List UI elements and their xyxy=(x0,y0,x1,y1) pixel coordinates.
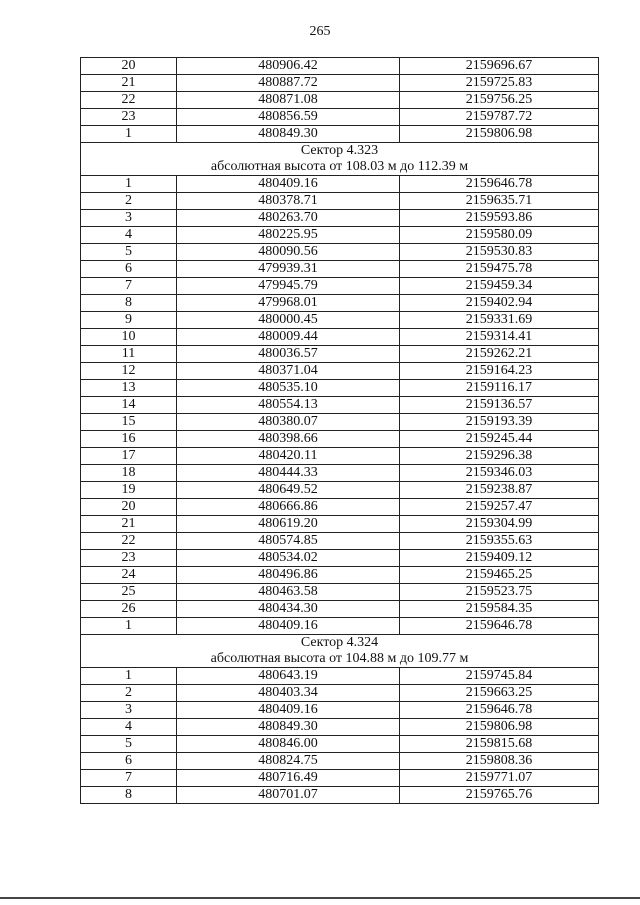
page-bottom-border xyxy=(0,897,640,899)
coordinate-y: 2159808.36 xyxy=(400,753,599,770)
table-row xyxy=(81,516,599,533)
coordinate-x: 479939.31 xyxy=(177,261,400,278)
point-number: 10 xyxy=(81,329,177,346)
table-row xyxy=(81,499,599,516)
point-number: 3 xyxy=(81,702,177,719)
coordinate-x: 480371.04 xyxy=(177,363,400,380)
coordinate-x: 480434.30 xyxy=(177,601,400,618)
point-number: 21 xyxy=(81,75,177,92)
coordinate-y: 2159580.09 xyxy=(400,227,599,244)
table-row xyxy=(81,227,599,244)
point-number: 20 xyxy=(81,58,177,75)
coordinate-x: 480380.07 xyxy=(177,414,400,431)
point-number: 13 xyxy=(81,380,177,397)
table-row xyxy=(81,193,599,210)
coordinate-y: 2159193.39 xyxy=(400,414,599,431)
sector-altitude-row xyxy=(81,651,599,668)
point-number: 7 xyxy=(81,278,177,295)
coordinate-x: 480871.08 xyxy=(177,92,400,109)
point-number: 9 xyxy=(81,312,177,329)
coordinate-x: 480398.66 xyxy=(177,431,400,448)
coordinate-y: 2159530.83 xyxy=(400,244,599,261)
table-row xyxy=(81,702,599,719)
sector-title: Сектор 4.323 xyxy=(81,143,599,160)
sector-title: Сектор 4.324 xyxy=(81,635,599,652)
coordinate-x: 480378.71 xyxy=(177,193,400,210)
table-row xyxy=(81,312,599,329)
coordinate-y: 2159523.75 xyxy=(400,584,599,601)
coordinate-x: 480000.45 xyxy=(177,312,400,329)
coordinate-y: 2159725.83 xyxy=(400,75,599,92)
coordinate-y: 2159409.12 xyxy=(400,550,599,567)
table-row xyxy=(81,363,599,380)
coordinate-y: 2159756.25 xyxy=(400,92,599,109)
coordinate-x: 480463.58 xyxy=(177,584,400,601)
page-number: 265 xyxy=(309,24,331,39)
table-row xyxy=(81,618,599,635)
coordinate-y: 2159245.44 xyxy=(400,431,599,448)
coordinate-y: 2159136.57 xyxy=(400,397,599,414)
point-number: 2 xyxy=(81,685,177,702)
coordinate-x: 480887.72 xyxy=(177,75,400,92)
coordinate-y: 2159116.17 xyxy=(400,380,599,397)
point-number: 5 xyxy=(81,736,177,753)
coordinates-table-body xyxy=(81,58,599,804)
table-row xyxy=(81,567,599,584)
table-row xyxy=(81,533,599,550)
coordinate-x: 480225.95 xyxy=(177,227,400,244)
table-row xyxy=(81,109,599,126)
coordinate-y: 2159584.35 xyxy=(400,601,599,618)
coordinate-y: 2159663.25 xyxy=(400,685,599,702)
point-number: 11 xyxy=(81,346,177,363)
point-number: 12 xyxy=(81,363,177,380)
table-row xyxy=(81,753,599,770)
table-row xyxy=(81,261,599,278)
table-row xyxy=(81,668,599,685)
table-row xyxy=(81,380,599,397)
coordinate-x: 480666.86 xyxy=(177,499,400,516)
point-number: 4 xyxy=(81,227,177,244)
point-number: 21 xyxy=(81,516,177,533)
coordinate-x: 480846.00 xyxy=(177,736,400,753)
point-number: 3 xyxy=(81,210,177,227)
coordinate-x: 479945.79 xyxy=(177,278,400,295)
sector-altitude-row xyxy=(81,159,599,176)
point-number: 22 xyxy=(81,533,177,550)
coordinate-y: 2159745.84 xyxy=(400,668,599,685)
coordinate-y: 2159593.86 xyxy=(400,210,599,227)
coordinate-y: 2159355.63 xyxy=(400,533,599,550)
coordinate-y: 2159815.68 xyxy=(400,736,599,753)
coordinate-y: 2159238.87 xyxy=(400,482,599,499)
table-row xyxy=(81,584,599,601)
coordinate-x: 480701.07 xyxy=(177,787,400,804)
coordinate-x: 480716.49 xyxy=(177,770,400,787)
coordinate-y: 2159475.78 xyxy=(400,261,599,278)
point-number: 1 xyxy=(81,668,177,685)
coordinate-y: 2159646.78 xyxy=(400,176,599,193)
table-row xyxy=(81,329,599,346)
coordinate-y: 2159331.69 xyxy=(400,312,599,329)
point-number: 6 xyxy=(81,753,177,770)
coordinate-y: 2159459.34 xyxy=(400,278,599,295)
coordinate-x: 480849.30 xyxy=(177,126,400,143)
sector-altitude: абсолютная высота от 104.88 м до 109.77 м xyxy=(81,651,599,668)
coordinate-x: 480403.34 xyxy=(177,685,400,702)
coordinate-x: 480409.16 xyxy=(177,618,400,635)
point-number: 14 xyxy=(81,397,177,414)
coordinate-y: 2159402.94 xyxy=(400,295,599,312)
table-row xyxy=(81,465,599,482)
coordinate-y: 2159787.72 xyxy=(400,109,599,126)
table-row xyxy=(81,448,599,465)
point-number: 24 xyxy=(81,567,177,584)
coordinate-x: 480009.44 xyxy=(177,329,400,346)
coordinate-x: 480535.10 xyxy=(177,380,400,397)
coordinate-y: 2159635.71 xyxy=(400,193,599,210)
coordinate-y: 2159346.03 xyxy=(400,465,599,482)
table-row xyxy=(81,75,599,92)
table-row xyxy=(81,736,599,753)
table-row xyxy=(81,719,599,736)
sector-title-row xyxy=(81,635,599,652)
coordinate-x: 480090.56 xyxy=(177,244,400,261)
point-number: 7 xyxy=(81,770,177,787)
table-row xyxy=(81,126,599,143)
coordinate-x: 480574.85 xyxy=(177,533,400,550)
coordinate-y: 2159296.38 xyxy=(400,448,599,465)
coordinate-x: 479968.01 xyxy=(177,295,400,312)
table-row xyxy=(81,770,599,787)
coordinate-x: 480856.59 xyxy=(177,109,400,126)
table-row xyxy=(81,414,599,431)
point-number: 20 xyxy=(81,499,177,516)
coordinate-y: 2159465.25 xyxy=(400,567,599,584)
point-number: 26 xyxy=(81,601,177,618)
point-number: 2 xyxy=(81,193,177,210)
table-row xyxy=(81,685,599,702)
coordinate-x: 480643.19 xyxy=(177,668,400,685)
coordinate-y: 2159646.78 xyxy=(400,702,599,719)
sector-altitude: абсолютная высота от 108.03 м до 112.39 м xyxy=(81,159,599,176)
point-number: 19 xyxy=(81,482,177,499)
coordinate-x: 480534.02 xyxy=(177,550,400,567)
point-number: 15 xyxy=(81,414,177,431)
coordinate-y: 2159771.07 xyxy=(400,770,599,787)
coordinate-x: 480444.33 xyxy=(177,465,400,482)
point-number: 8 xyxy=(81,787,177,804)
coordinates-table xyxy=(80,57,599,804)
sector-title-row xyxy=(81,143,599,160)
point-number: 8 xyxy=(81,295,177,312)
coordinate-y: 2159257.47 xyxy=(400,499,599,516)
table-row xyxy=(81,244,599,261)
coordinate-x: 480263.70 xyxy=(177,210,400,227)
point-number: 6 xyxy=(81,261,177,278)
coordinate-y: 2159314.41 xyxy=(400,329,599,346)
coordinate-x: 480849.30 xyxy=(177,719,400,736)
coordinate-x: 480036.57 xyxy=(177,346,400,363)
table-row xyxy=(81,176,599,193)
table-row xyxy=(81,278,599,295)
table-row xyxy=(81,550,599,567)
coordinate-x: 480496.86 xyxy=(177,567,400,584)
point-number: 25 xyxy=(81,584,177,601)
table-row xyxy=(81,92,599,109)
point-number: 5 xyxy=(81,244,177,261)
point-number: 17 xyxy=(81,448,177,465)
coordinate-y: 2159304.99 xyxy=(400,516,599,533)
coordinate-x: 480619.20 xyxy=(177,516,400,533)
coordinate-x: 480649.52 xyxy=(177,482,400,499)
table-row xyxy=(81,295,599,312)
point-number: 16 xyxy=(81,431,177,448)
coordinate-x: 480554.13 xyxy=(177,397,400,414)
coordinate-x: 480906.42 xyxy=(177,58,400,75)
coordinate-x: 480409.16 xyxy=(177,702,400,719)
point-number: 22 xyxy=(81,92,177,109)
coordinate-y: 2159262.21 xyxy=(400,346,599,363)
coordinate-y: 2159806.98 xyxy=(400,719,599,736)
table-row xyxy=(81,787,599,804)
coordinate-y: 2159806.98 xyxy=(400,126,599,143)
point-number: 18 xyxy=(81,465,177,482)
point-number: 1 xyxy=(81,176,177,193)
coordinate-y: 2159696.67 xyxy=(400,58,599,75)
coordinate-x: 480420.11 xyxy=(177,448,400,465)
table-row xyxy=(81,58,599,75)
table-row xyxy=(81,397,599,414)
coordinate-y: 2159164.23 xyxy=(400,363,599,380)
coordinate-x: 480824.75 xyxy=(177,753,400,770)
table-row xyxy=(81,431,599,448)
table-row xyxy=(81,210,599,227)
point-number: 23 xyxy=(81,550,177,567)
table-row xyxy=(81,482,599,499)
point-number: 1 xyxy=(81,126,177,143)
table-row xyxy=(81,601,599,618)
point-number: 23 xyxy=(81,109,177,126)
coordinate-y: 2159765.76 xyxy=(400,787,599,804)
coordinate-x: 480409.16 xyxy=(177,176,400,193)
coordinate-y: 2159646.78 xyxy=(400,618,599,635)
point-number: 4 xyxy=(81,719,177,736)
table-row xyxy=(81,346,599,363)
point-number: 1 xyxy=(81,618,177,635)
